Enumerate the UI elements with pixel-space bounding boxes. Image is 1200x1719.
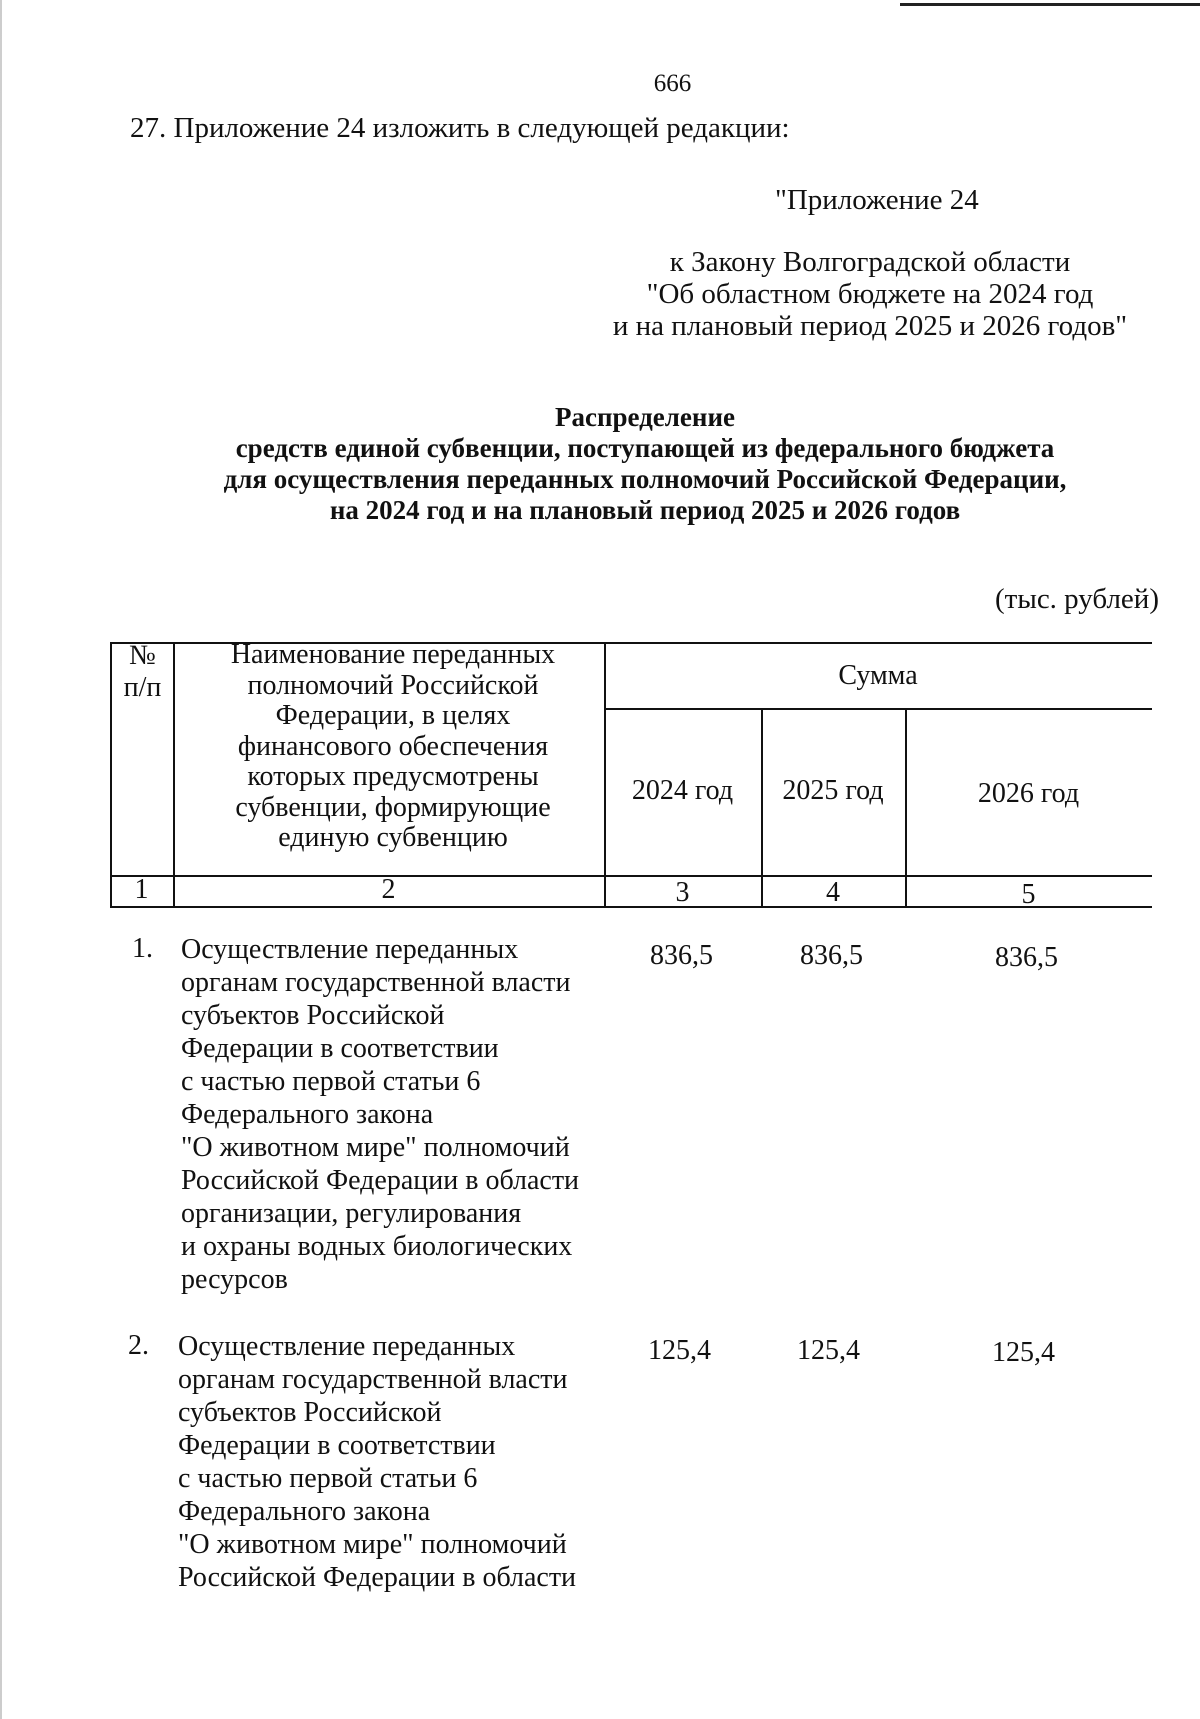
title-line: на 2024 год и на плановый период 2025 и 2026 годов [329,495,961,525]
row-number: 2. [128,1330,149,1361]
appendix-line: и на плановый период 2025 и 2026 годов" [612,310,1128,342]
appendix-title: "Приложение 24 [775,184,979,216]
header-year-2025: 2025 год [782,775,884,806]
header-sum: Сумма [838,660,918,691]
value-2025: 836,5 [800,940,863,971]
appendix-reference [600,246,1140,342]
scan-edge [900,3,1200,6]
header-name: Наименование переданных полномочий Российской Федерации, в целях финансового обеспечения которых предусмотрены субвенции, формирующие единую субвенцию [230,639,556,853]
header-year-2026: 2026 год [977,778,1080,809]
row-description: Осуществление переданных органам государственной власти субъектов Российской Федерации в соответствии с частью первой статьи 6 Федерального закона "О животном мире" полномочий Российской Федерации в области организации, регулирования и охраны водных биологических ресурсов [181,934,580,1295]
header-num: № п/п [123,640,162,703]
column-number: 2 [381,874,396,905]
column-number: 1 [134,874,149,905]
title-line: средств единой субвенции, поступающей из федерального бюджета [235,433,1055,463]
value-2026: 125,4 [992,1337,1055,1368]
title-line: Распределение [554,402,736,432]
column-number: 5 [1021,879,1036,910]
title-line: для осуществления переданных полномочий Российской Федерации, [223,464,1067,494]
header-year-2024: 2024 год [631,775,734,806]
value-2025: 125,4 [797,1335,860,1366]
intro-paragraph: 27. Приложение 24 изложить в следующей редакции: [130,112,790,144]
page-number: 666 [653,70,692,97]
appendix-line: к Закону Волгоградской области [669,246,1071,278]
units-label: (тыс. рублей) [995,583,1159,615]
scan-edge-left [0,0,2,1719]
value-2024: 125,4 [648,1335,711,1366]
value-2024: 836,5 [650,940,713,971]
document-title [0,402,1200,526]
appendix-line: "Об областном бюджете на 2024 год [646,278,1094,310]
row-description: Осуществление переданных органам государственной власти субъектов Российской Федерации в соответствии с частью первой статьи 6 Федерального закона "О животном мире" полномочий Российской Федерации в области [178,1331,577,1593]
value-2026: 836,5 [995,942,1058,973]
row-number: 1. [132,933,153,964]
column-number: 3 [675,877,690,908]
column-number: 4 [826,877,840,908]
